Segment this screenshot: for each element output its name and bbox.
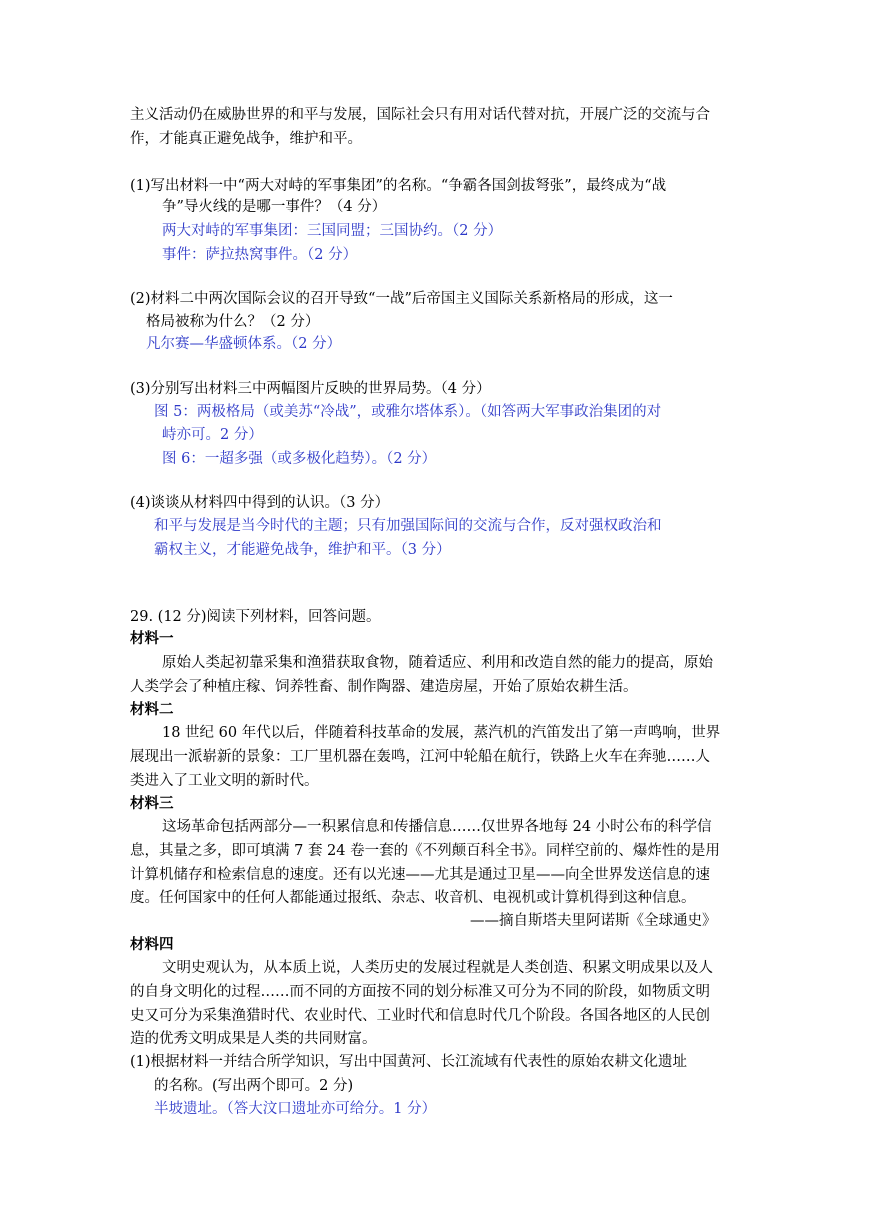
material-1-title: 材料一 [130, 630, 174, 647]
material-2-line-2: 展现出一派崭新的景象：工厂里机器在轰鸣，江河中轮船在航行，铁路上火车在奔驰……人 [130, 749, 710, 765]
question-1-line-2: 争”导火线的是哪一事件？（4 分） [162, 199, 387, 215]
question-29-heading: 29. (12 分)阅读下列材料，回答问题。 [130, 609, 381, 625]
sub-question-1-line-1: (1)根据材料一并结合所学知识，写出中国黄河、长江流域有代表性的原始农耕文化遗址 [130, 1054, 688, 1070]
material-4-line-2: 的自身文明化的过程……而不同的方面按不同的划分标准又可分为不同的阶段，如物质文明 [130, 984, 710, 1000]
material-3-title: 材料三 [130, 795, 174, 812]
intro-line-2: 作，才能真正避免战争，维护和平。 [130, 131, 362, 147]
material-3-line-4: 度。任何国家中的任何人都能通过报纸、杂志、收音机、电视机或计算机得到这种信息。 [130, 890, 696, 906]
question-3-line-1: (3)分别写出材料三中两幅图片反映的世界局势。（4 分） [130, 381, 491, 397]
material-3-line-1: 这场革命包括两部分—一积累信息和传播信息……仅世界各地每 24 小时公布的科学信 [162, 819, 712, 835]
material-4-line-3: 史又可分为采集渔猎时代、农业时代、工业时代和信息时代几个阶段。各国各地区的人民创 [130, 1008, 710, 1024]
sub-question-1-line-2: 的名称。(写出两个即可。2 分) [154, 1078, 354, 1094]
question-1-answer-1: 两大对峙的军事集团：三国同盟；三国协约。（2 分） [162, 223, 503, 239]
question-4-answer-2: 霸权主义，才能避免战争，维护和平。（3 分） [154, 542, 451, 558]
question-2-line-1: (2)材料二中两次国际会议的召开导致“一战”后帝国主义国际关系新格局的形成，这一 [130, 291, 673, 307]
question-2-line-2: 格局被称为什么？（2 分） [146, 314, 320, 330]
question-3-answer-3: 图 6：一超多强（或多极化趋势）。（2 分） [162, 451, 437, 467]
material-3-source: ——摘自斯塔夫里阿诺斯《全球通史》 [470, 913, 717, 929]
material-2-line-3: 类进入了工业文明的新时代。 [130, 773, 319, 789]
material-2-line-1: 18 世纪 60 年代以后，伴随着科技革命的发展，蒸汽机的汽笛发出了第一声鸣响，世界 [162, 725, 721, 741]
sub-question-1-answer-1: 半坡遗址。（答大汶口遗址亦可给分。1 分） [154, 1101, 437, 1117]
question-3-answer-2: 峙亦可。2 分） [162, 427, 263, 443]
material-1-line-2: 人类学会了种植庄稼、饲养牲畜、制作陶器、建造房屋，开始了原始农耕生活。 [130, 679, 638, 695]
question-1-answer-2: 事件：萨拉热窝事件。（2 分） [162, 247, 358, 263]
question-1-line-1: (1)写出材料一中“两大对峙的军事集团”的名称。“争霸各国剑拔弩张”，最终成为“战 [130, 178, 667, 194]
material-1-line-1: 原始人类起初靠采集和渔猎获取食物，随着适应、利用和改造自然的能力的提高，原始 [162, 655, 713, 671]
question-2-answer-1: 凡尔赛—华盛顿体系。（2 分） [146, 336, 342, 352]
question-4-answer-1: 和平与发展是当今时代的主题；只有加强国际间的交流与合作，反对强权政治和 [154, 518, 662, 534]
material-3-line-2: 息，其量之多，即可填满 7 套 24 卷一套的《不列颠百科全书》。同样空前的、爆炸性的是用 [130, 843, 720, 859]
material-4-title: 材料四 [130, 936, 174, 953]
question-4-line-1: (4)谈谈从材料四中得到的认识。（3 分） [130, 495, 390, 511]
intro-line-1: 主义活动仍在威胁世界的和平与发展，国际社会只有用对话代替对抗，开展广泛的交流与合 [130, 107, 710, 123]
material-4-line-1: 文明史观认为，从本质上说，人类历史的发展过程就是人类创造、积累文明成果以及人 [162, 960, 713, 976]
material-3-line-3: 计算机储存和检索信息的速度。还有以光速——尤其是通过卫星——向全世界发送信息的速 [130, 867, 710, 883]
material-4-line-4: 造的优秀文明成果是人类的共同财富。 [130, 1031, 377, 1047]
question-3-answer-1: 图 5：两极格局（或美苏“冷战”，或雅尔塔体系）。（如答两大军事政治集团的对 [154, 404, 662, 420]
material-2-title: 材料二 [130, 701, 174, 718]
